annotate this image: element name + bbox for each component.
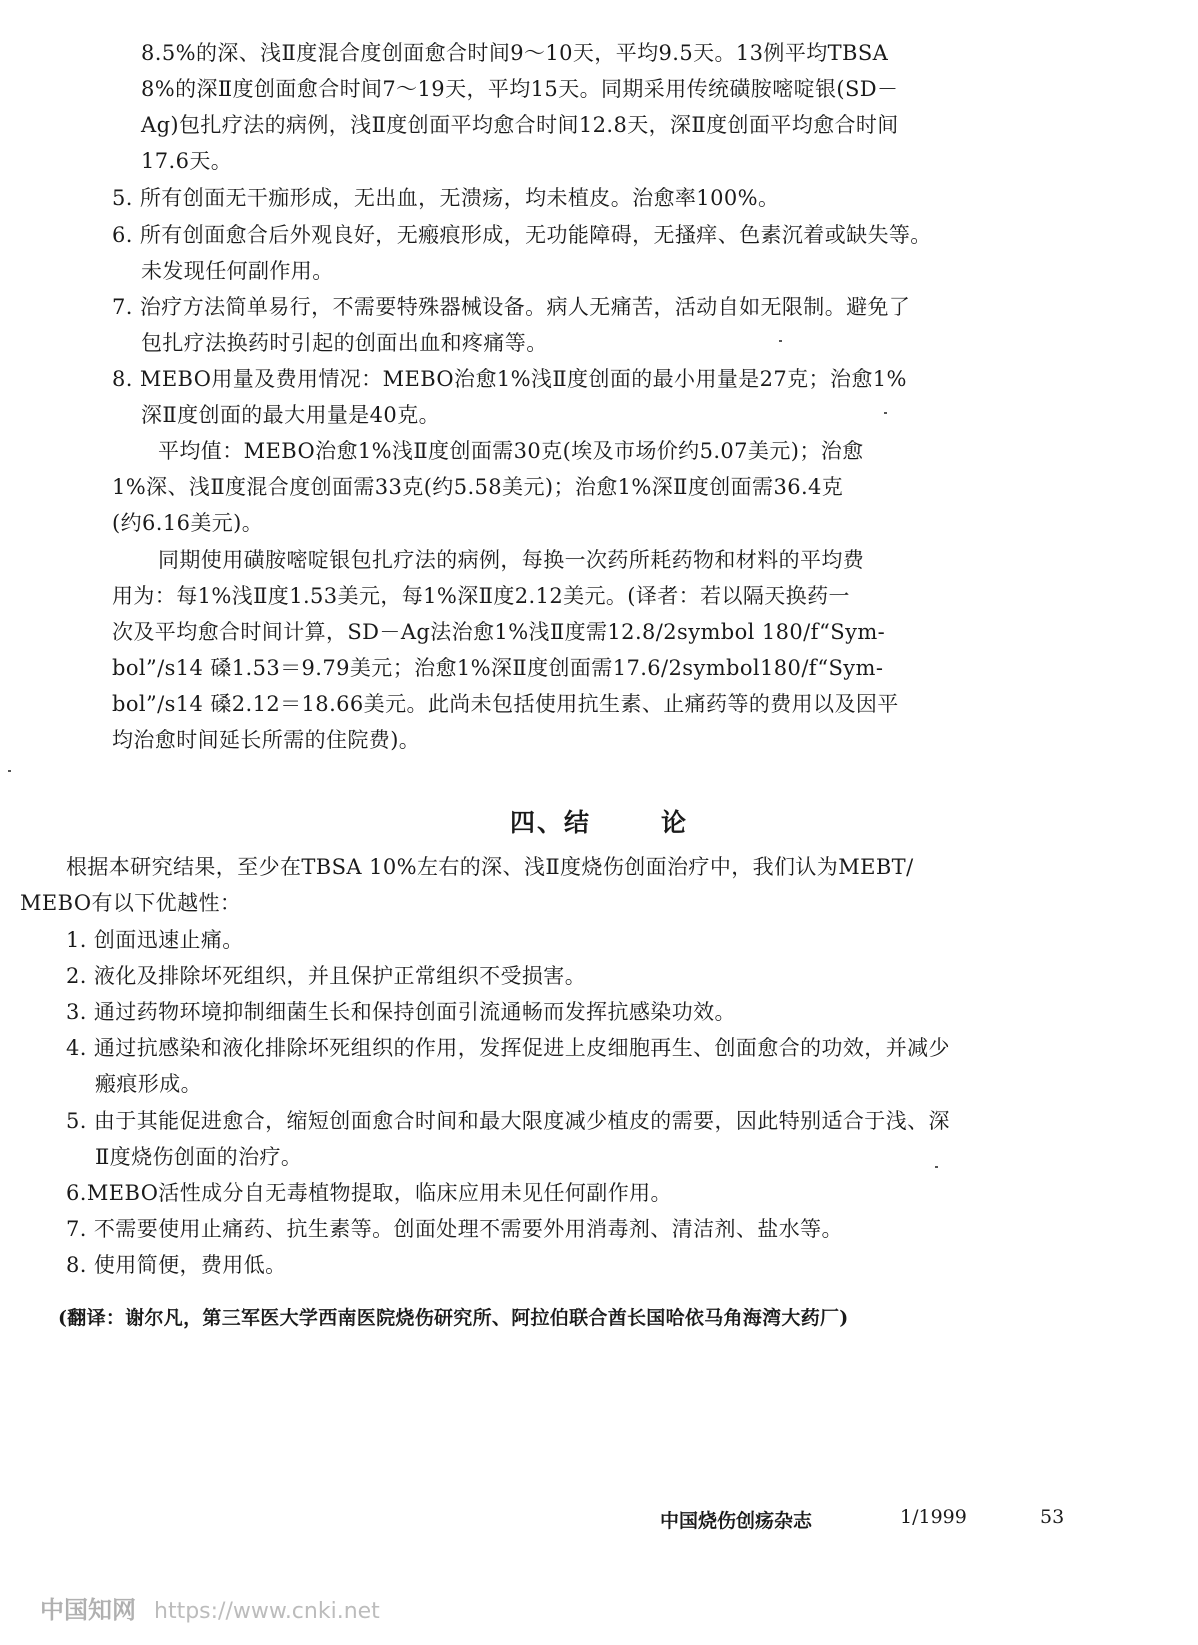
paragraph-first-line: 平均值：MEBO治愈1%浅Ⅱ度创面需30克(埃及市场价约5.07美元)；治愈: [158, 439, 864, 463]
section-heading-part: 论: [661, 808, 689, 837]
body-line: bol”/s14 磉1.53＝9.79美元；治愈1%深Ⅱ度创面需17.6/2symbol180/f“Sym-: [112, 656, 884, 680]
scan-speck: [779, 340, 782, 342]
body-line: (约6.16美元)。: [112, 511, 264, 535]
watermark-url: https://www.cnki.net: [154, 1599, 380, 1624]
list-item: 4. 通过抗感染和液化排除坏死组织的作用，发挥促进上皮细胞再生、创面愈合的功效，并减少: [66, 1036, 950, 1060]
watermark-site-name: 中国知网: [40, 1596, 136, 1624]
scan-speck: [884, 412, 887, 414]
body-line: 用为：每1%浅Ⅱ度1.53美元，每1%深Ⅱ度2.12美元。(译者：若以隔天换药一: [112, 584, 850, 608]
scan-speck: [935, 1166, 938, 1168]
body-line: 1%深、浅Ⅱ度混合度创面需33克(约5.58美元)；治愈1%深Ⅱ度创面需36.4克: [112, 475, 844, 499]
list-item: 6.MEBO活性成分自无毒植物提取，临床应用未见任何副作用。: [66, 1181, 672, 1205]
journal-name: 中国烧伤创疡杂志: [660, 1510, 813, 1532]
section-heading: [0, 803, 1198, 839]
body-line: bol”/s14 磉2.12＝18.66美元。此尚未包括使用抗生素、止痛药等的费用以及因平: [112, 692, 899, 716]
list-item: 2. 液化及排除坏死组织，并且保护正常组织不受损害。: [66, 964, 587, 988]
paragraph-first-line: 同期使用磺胺嘧啶银包扎疗法的病例，每换一次药所耗药物和材料的平均费: [158, 548, 865, 572]
translator-credit: (翻译：谢尔凡，第三军医大学西南医院烧伤研究所、阿拉伯联合酋长国哈依马角海湾大药厂): [58, 1307, 849, 1329]
body-line: MEBO有以下优越性：: [20, 891, 242, 915]
body-line: 17.6天。: [141, 149, 233, 173]
list-item: 1. 创面迅速止痛。: [66, 928, 244, 952]
list-item-continuation: 未发现任何副作用。: [141, 259, 334, 283]
scan-speck: [8, 770, 11, 772]
list-item: 6. 所有创面愈合后外观良好，无瘢痕形成，无功能障碍，无搔痒、色素沉着或缺失等。: [112, 223, 932, 247]
paragraph-first-line: 根据本研究结果，至少在TBSA 10%左右的深、浅Ⅱ度烧伤创面治疗中，我们认为MEBT/: [66, 855, 914, 879]
journal-issue: 1/1999: [900, 1506, 967, 1528]
body-line: 8.5%的深、浅Ⅱ度混合度创面愈合时间9～10天，平均9.5天。13例平均TBSA: [141, 41, 889, 65]
body-line: 次及平均愈合时间计算，SD－Ag法治愈1%浅Ⅱ度需12.8/2symbol 180/f“Sym-: [112, 620, 886, 644]
list-item: 3. 通过药物环境抑制细菌生长和保持创面引流通畅而发挥抗感染功效。: [66, 1000, 736, 1024]
section-heading-part: 四、结: [509, 808, 591, 837]
list-item-continuation: 深Ⅱ度创面的最大用量是40克。: [141, 403, 440, 427]
body-line: 8%的深Ⅱ度创面愈合时间7～19天，平均15天。同期采用传统磺胺嘧啶银(SD－: [141, 77, 899, 101]
list-item: 5. 由于其能促进愈合，缩短创面愈合时间和最大限度减少植皮的需要，因此特别适合于浅、深: [66, 1109, 950, 1133]
body-line: 均治愈时间延长所需的住院费)。: [112, 728, 421, 752]
cnki-watermark: [40, 1590, 380, 1625]
list-item-continuation: Ⅱ度烧伤创面的治疗。: [95, 1145, 303, 1169]
list-item: 8. MEBO用量及费用情况：MEBO治愈1%浅Ⅱ度创面的最小用量是27克；治愈1%: [112, 367, 907, 391]
list-item: 8. 使用简便，费用低。: [66, 1253, 287, 1277]
list-item: 7. 治疗方法简单易行，不需要特殊器械设备。病人无痛苦，活动自如无限制。避免了: [112, 295, 911, 319]
list-item-continuation: 包扎疗法换药时引起的创面出血和疼痛等。: [141, 331, 548, 355]
list-item: 5. 所有创面无干痂形成，无出血，无溃疡，均未植皮。治愈率100%。: [112, 186, 780, 210]
body-line: Ag)包扎疗法的病例，浅Ⅱ度创面平均愈合时间12.8天，深Ⅱ度创面平均愈合时间: [141, 113, 899, 137]
list-item-continuation: 瘢痕形成。: [95, 1072, 202, 1096]
list-item: 7. 不需要使用止痛药、抗生素等。创面处理不需要外用消毒剂、清洁剂、盐水等。: [66, 1217, 843, 1241]
page-number: 53: [1040, 1506, 1065, 1528]
